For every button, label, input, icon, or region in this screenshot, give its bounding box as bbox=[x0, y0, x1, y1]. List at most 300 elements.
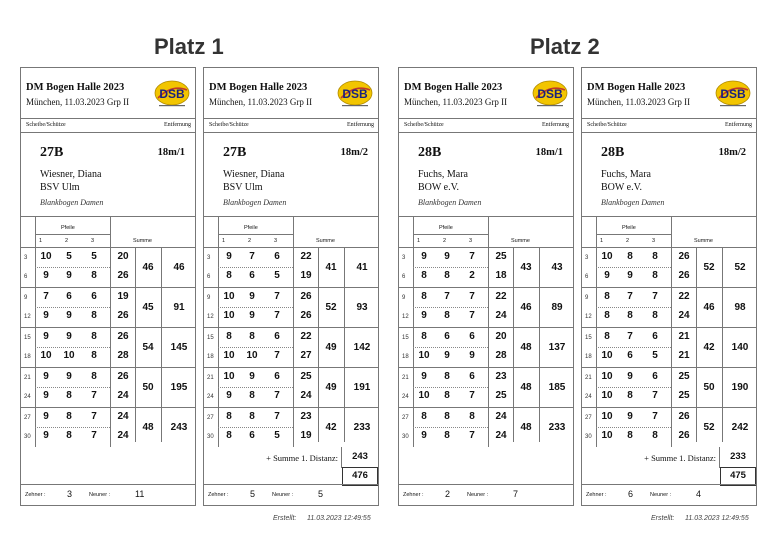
arrow-score: 8 bbox=[226, 270, 232, 281]
arrow-score: 8 bbox=[604, 291, 610, 302]
card-subheader bbox=[399, 118, 573, 133]
arrow-score: 10 bbox=[223, 350, 235, 361]
sum-label: Summe bbox=[316, 238, 335, 244]
svg-text:DSB: DSB bbox=[720, 87, 746, 101]
nines-label: Neuner : bbox=[650, 492, 672, 498]
row-sum: 19 bbox=[300, 270, 312, 281]
row-sum: 22 bbox=[300, 331, 312, 342]
end-block bbox=[582, 247, 756, 287]
end-block bbox=[204, 367, 378, 407]
tens-label: Zehner : bbox=[25, 492, 46, 498]
row-sum: 25 bbox=[678, 371, 690, 382]
running-total: 41 bbox=[356, 262, 368, 273]
end-subtotal: 43 bbox=[520, 262, 532, 273]
running-total: 142 bbox=[353, 342, 371, 353]
row-sum: 26 bbox=[117, 331, 129, 342]
card-header bbox=[21, 68, 195, 119]
running-total: 243 bbox=[170, 422, 188, 433]
running-total: 145 bbox=[170, 342, 188, 353]
nines-count: 7 bbox=[513, 489, 519, 499]
arrow-score: 10 bbox=[601, 390, 613, 401]
arrow-score: 9 bbox=[249, 291, 255, 302]
arrow-score: 7 bbox=[469, 310, 475, 321]
row-sum: 26 bbox=[117, 310, 129, 321]
arrow-score: 8 bbox=[444, 310, 450, 321]
arrow-score: 8 bbox=[66, 430, 72, 441]
arrow-score: 7 bbox=[274, 411, 280, 422]
arrow-col-label: 2 bbox=[443, 238, 447, 244]
end-subtotal: 50 bbox=[142, 382, 154, 393]
arrow-score: 9 bbox=[421, 371, 427, 382]
arrow-score: 7 bbox=[652, 390, 658, 401]
end-subtotal: 48 bbox=[520, 382, 532, 393]
card-footer bbox=[204, 484, 378, 505]
end-subtotal: 52 bbox=[703, 422, 715, 433]
target-number: 27B bbox=[223, 145, 247, 160]
arrow-score: 10 bbox=[63, 350, 75, 361]
arrow-score: 7 bbox=[627, 331, 633, 342]
row-sum: 20 bbox=[495, 331, 507, 342]
arrow-score: 9 bbox=[43, 390, 49, 401]
arrow-score: 6 bbox=[444, 331, 450, 342]
arrow-score: 7 bbox=[274, 310, 280, 321]
arrow-score: 7 bbox=[91, 411, 97, 422]
arrow-index: 9 bbox=[402, 295, 406, 301]
arrow-score: 10 bbox=[223, 310, 235, 321]
running-total: 43 bbox=[551, 262, 563, 273]
arrow-score: 9 bbox=[226, 251, 232, 262]
grid-header bbox=[582, 217, 756, 247]
target-number: 28B bbox=[601, 145, 625, 160]
arrow-score: 7 bbox=[444, 291, 450, 302]
row-sum: 22 bbox=[678, 291, 690, 302]
arrow-score: 8 bbox=[249, 390, 255, 401]
row-sum: 21 bbox=[678, 350, 690, 361]
running-total: 98 bbox=[734, 302, 746, 313]
arrow-score: 9 bbox=[43, 411, 49, 422]
arrow-score: 5 bbox=[274, 430, 280, 441]
end-subtotal: 46 bbox=[703, 302, 715, 313]
row-sum: 25 bbox=[678, 390, 690, 401]
tens-count: 6 bbox=[628, 489, 634, 499]
arrow-col-label: 1 bbox=[600, 238, 604, 244]
row-sum: 25 bbox=[300, 371, 312, 382]
archer-name: Fuchs, Mara bbox=[418, 169, 468, 180]
row-sum: 24 bbox=[117, 411, 129, 422]
end-subtotal: 48 bbox=[142, 422, 154, 433]
running-total: 52 bbox=[734, 262, 746, 273]
running-total: 185 bbox=[548, 382, 566, 393]
arrow-index: 27 bbox=[24, 415, 31, 421]
arrow-score: 9 bbox=[249, 310, 255, 321]
created-label-2: Erstellt: bbox=[651, 515, 675, 522]
created-label-1: Erstellt: bbox=[273, 515, 297, 522]
arrow-score: 6 bbox=[652, 371, 658, 382]
arrow-score: 7 bbox=[469, 291, 475, 302]
target-archer-label: Scheibe/Schütze bbox=[587, 122, 627, 128]
event-date: München, 11.03.2023 Grp II bbox=[26, 97, 130, 107]
arrow-score: 8 bbox=[627, 310, 633, 321]
arrow-score: 7 bbox=[469, 251, 475, 262]
arrow-score: 8 bbox=[421, 331, 427, 342]
arrow-index: 27 bbox=[207, 415, 214, 421]
archer-class: Blankbogen Damen bbox=[601, 198, 665, 207]
arrow-score: 8 bbox=[226, 331, 232, 342]
end-subtotal: 50 bbox=[703, 382, 715, 393]
created-value-2: 11.03.2023 12:49:55 bbox=[685, 515, 749, 522]
sum-first-distance-value: 243 bbox=[341, 447, 378, 468]
arrow-index: 15 bbox=[207, 335, 214, 341]
arrow-index: 3 bbox=[402, 255, 406, 261]
arrow-score: 8 bbox=[444, 390, 450, 401]
running-total: 91 bbox=[173, 302, 185, 313]
row-sum: 22 bbox=[495, 291, 507, 302]
running-total: 242 bbox=[731, 422, 749, 433]
arrow-score: 8 bbox=[421, 270, 427, 281]
arrow-score: 9 bbox=[226, 390, 232, 401]
score-grid bbox=[21, 216, 195, 447]
event-date: München, 11.03.2023 Grp II bbox=[587, 97, 691, 107]
arrow-score: 9 bbox=[43, 331, 49, 342]
row-sum: 26 bbox=[678, 411, 690, 422]
card-subheader bbox=[582, 118, 756, 133]
arrow-score: 8 bbox=[66, 411, 72, 422]
arrow-col-label: 3 bbox=[274, 238, 278, 244]
tens-label: Zehner : bbox=[586, 492, 607, 498]
event-title: DM Bogen Halle 2023 bbox=[587, 82, 686, 93]
arrow-col-label: 3 bbox=[91, 238, 95, 244]
arrow-score: 8 bbox=[469, 411, 475, 422]
row-sum: 24 bbox=[678, 310, 690, 321]
title-platz-1: Platz 1 bbox=[154, 34, 224, 59]
arrow-index: 21 bbox=[585, 375, 592, 381]
arrow-score: 8 bbox=[444, 411, 450, 422]
arrow-index: 18 bbox=[24, 354, 31, 360]
end-block bbox=[399, 287, 573, 327]
arrow-score: 9 bbox=[421, 310, 427, 321]
arrow-score: 8 bbox=[627, 430, 633, 441]
arrow-index: 30 bbox=[585, 434, 592, 440]
grid-header bbox=[399, 217, 573, 247]
title-platz-2: Platz 2 bbox=[530, 34, 600, 59]
arrow-score: 9 bbox=[627, 270, 633, 281]
arrow-index: 18 bbox=[585, 354, 592, 360]
running-total: 46 bbox=[173, 262, 185, 273]
arrow-score: 9 bbox=[469, 350, 475, 361]
row-sum: 26 bbox=[117, 270, 129, 281]
end-subtotal: 46 bbox=[520, 302, 532, 313]
arrow-index: 18 bbox=[207, 354, 214, 360]
arrow-index: 24 bbox=[24, 394, 31, 400]
arrow-score: 9 bbox=[421, 430, 427, 441]
arrow-index: 12 bbox=[402, 314, 409, 320]
end-subtotal: 48 bbox=[520, 422, 532, 433]
arrow-score: 10 bbox=[601, 430, 613, 441]
created-value-1: 11.03.2023 12:49:55 bbox=[307, 515, 371, 522]
arrow-index: 6 bbox=[24, 274, 28, 280]
arrow-score: 9 bbox=[444, 350, 450, 361]
arrow-score: 8 bbox=[91, 270, 97, 281]
distance-value: 18m/2 bbox=[718, 147, 746, 158]
arrow-score: 10 bbox=[601, 371, 613, 382]
row-sum: 18 bbox=[495, 270, 507, 281]
tens-label: Zehner : bbox=[208, 492, 229, 498]
sum-label: Summe bbox=[694, 238, 713, 244]
grid-header bbox=[21, 217, 195, 247]
end-block bbox=[204, 287, 378, 327]
running-total: 89 bbox=[551, 302, 563, 313]
arrow-score: 8 bbox=[652, 251, 658, 262]
arrow-score: 6 bbox=[91, 291, 97, 302]
tens-count: 3 bbox=[67, 489, 73, 499]
event-title: DM Bogen Halle 2023 bbox=[209, 82, 308, 93]
arrow-score: 5 bbox=[652, 350, 658, 361]
arrow-score: 10 bbox=[223, 291, 235, 302]
row-sum: 21 bbox=[678, 331, 690, 342]
arrow-index: 21 bbox=[207, 375, 214, 381]
row-sum: 26 bbox=[678, 251, 690, 262]
arrow-score: 7 bbox=[652, 411, 658, 422]
arrow-score: 6 bbox=[274, 371, 280, 382]
archer-class: Blankbogen Damen bbox=[40, 198, 104, 207]
end-block bbox=[399, 247, 573, 287]
end-block bbox=[582, 327, 756, 367]
target-archer-label: Scheibe/Schütze bbox=[26, 122, 66, 128]
arrow-index: 9 bbox=[585, 295, 589, 301]
nines-count: 5 bbox=[318, 489, 324, 499]
card-header bbox=[204, 68, 378, 119]
tens-count: 5 bbox=[250, 489, 256, 499]
sum-first-distance-label: + Summe 1. Distanz: bbox=[266, 453, 338, 463]
tens-label: Zehner : bbox=[403, 492, 424, 498]
arrow-score: 9 bbox=[444, 251, 450, 262]
arrow-score: 7 bbox=[274, 291, 280, 302]
arrow-score: 9 bbox=[627, 411, 633, 422]
target-number: 28B bbox=[418, 145, 442, 160]
running-total: 191 bbox=[353, 382, 371, 393]
card-footer bbox=[399, 484, 573, 505]
arrow-score: 8 bbox=[604, 310, 610, 321]
row-sum: 26 bbox=[300, 310, 312, 321]
row-sum: 28 bbox=[117, 350, 129, 361]
arrow-index: 27 bbox=[402, 415, 409, 421]
arrow-score: 6 bbox=[627, 350, 633, 361]
target-archer-label: Scheibe/Schütze bbox=[209, 122, 249, 128]
arrow-index: 15 bbox=[24, 335, 31, 341]
arrow-score: 6 bbox=[652, 331, 658, 342]
archer-club: BSV Ulm bbox=[223, 182, 263, 193]
distance-label: Entfernung bbox=[725, 122, 752, 128]
end-subtotal: 46 bbox=[142, 262, 154, 273]
row-sum: 24 bbox=[117, 390, 129, 401]
arrow-col-label: 2 bbox=[248, 238, 252, 244]
end-block bbox=[21, 327, 195, 367]
end-subtotal: 41 bbox=[325, 262, 337, 273]
card-header bbox=[582, 68, 756, 119]
end-block bbox=[582, 407, 756, 447]
row-sum: 19 bbox=[300, 430, 312, 441]
arrow-score: 7 bbox=[469, 390, 475, 401]
row-sum: 27 bbox=[300, 350, 312, 361]
arrow-index: 18 bbox=[402, 354, 409, 360]
arrow-index: 6 bbox=[402, 274, 406, 280]
end-block bbox=[204, 327, 378, 367]
arrow-score: 10 bbox=[601, 350, 613, 361]
archer-club: BOW e.V. bbox=[601, 182, 643, 193]
end-subtotal: 42 bbox=[325, 422, 337, 433]
row-sum: 23 bbox=[300, 411, 312, 422]
event-title: DM Bogen Halle 2023 bbox=[404, 82, 503, 93]
arrow-col-label: 2 bbox=[65, 238, 69, 244]
arrow-index: 15 bbox=[585, 335, 592, 341]
end-subtotal: 48 bbox=[520, 342, 532, 353]
arrow-score: 9 bbox=[66, 371, 72, 382]
arrow-score: 8 bbox=[444, 430, 450, 441]
arrow-score: 7 bbox=[91, 430, 97, 441]
arrow-score: 8 bbox=[226, 430, 232, 441]
running-total: 233 bbox=[548, 422, 566, 433]
card-subheader bbox=[204, 118, 378, 133]
arrow-score: 8 bbox=[444, 270, 450, 281]
running-total: 190 bbox=[731, 382, 749, 393]
end-block bbox=[399, 327, 573, 367]
row-sum: 24 bbox=[495, 430, 507, 441]
arrow-score: 8 bbox=[249, 411, 255, 422]
card-header bbox=[399, 68, 573, 119]
row-sum: 26 bbox=[678, 270, 690, 281]
arrow-score: 8 bbox=[627, 251, 633, 262]
svg-text:DSB: DSB bbox=[537, 87, 563, 101]
end-subtotal: 54 bbox=[142, 342, 154, 353]
arrow-score: 6 bbox=[274, 251, 280, 262]
dsb-logo-icon bbox=[714, 78, 752, 110]
row-sum: 25 bbox=[495, 390, 507, 401]
arrow-index: 21 bbox=[402, 375, 409, 381]
arrow-index: 30 bbox=[402, 434, 409, 440]
archer-name: Wiesner, Diana bbox=[223, 169, 285, 180]
score-card bbox=[20, 67, 196, 506]
arrow-score: 8 bbox=[627, 390, 633, 401]
score-card bbox=[581, 67, 757, 506]
arrow-col-label: 1 bbox=[417, 238, 421, 244]
row-sum: 26 bbox=[117, 371, 129, 382]
target-archer-label: Scheibe/Schütze bbox=[404, 122, 444, 128]
arrow-score: 6 bbox=[274, 331, 280, 342]
arrow-index: 9 bbox=[24, 295, 28, 301]
end-block bbox=[399, 367, 573, 407]
row-sum: 28 bbox=[495, 350, 507, 361]
arrow-index: 3 bbox=[24, 255, 28, 261]
row-sum: 25 bbox=[495, 251, 507, 262]
arrow-col-label: 3 bbox=[469, 238, 473, 244]
distance-sum bbox=[204, 447, 378, 487]
arrow-score: 9 bbox=[604, 270, 610, 281]
arrow-index: 3 bbox=[207, 255, 211, 261]
arrow-score: 5 bbox=[274, 270, 280, 281]
end-block bbox=[204, 247, 378, 287]
card-footer bbox=[582, 484, 756, 505]
distance-value: 18m/1 bbox=[535, 147, 563, 158]
row-sum: 23 bbox=[495, 371, 507, 382]
distance-value: 18m/2 bbox=[340, 147, 368, 158]
card-subheader bbox=[21, 118, 195, 133]
arrows-label: Pfeile bbox=[622, 225, 636, 231]
arrow-score: 10 bbox=[418, 350, 430, 361]
arrow-score: 5 bbox=[91, 251, 97, 262]
arrow-score: 9 bbox=[43, 310, 49, 321]
arrow-score: 7 bbox=[627, 291, 633, 302]
event-date: München, 11.03.2023 Grp II bbox=[209, 97, 313, 107]
arrow-score: 10 bbox=[40, 350, 52, 361]
arrow-index: 12 bbox=[24, 314, 31, 320]
end-block bbox=[21, 247, 195, 287]
arrow-index: 24 bbox=[585, 394, 592, 400]
nines-label: Neuner : bbox=[467, 492, 489, 498]
row-sum: 24 bbox=[300, 390, 312, 401]
end-block bbox=[21, 407, 195, 447]
dsb-logo-icon bbox=[531, 78, 569, 110]
arrow-score: 8 bbox=[91, 310, 97, 321]
end-block bbox=[204, 407, 378, 447]
arrow-col-label: 2 bbox=[626, 238, 630, 244]
arrow-score: 7 bbox=[91, 390, 97, 401]
running-total: 140 bbox=[731, 342, 749, 353]
card-footer bbox=[21, 484, 195, 505]
arrow-score: 9 bbox=[66, 270, 72, 281]
arrow-score: 6 bbox=[249, 270, 255, 281]
sum-label: Summe bbox=[511, 238, 530, 244]
end-subtotal: 49 bbox=[325, 342, 337, 353]
arrow-index: 6 bbox=[207, 274, 211, 280]
nines-count: 4 bbox=[696, 489, 702, 499]
running-total: 233 bbox=[353, 422, 371, 433]
end-subtotal: 45 bbox=[142, 302, 154, 313]
arrow-score: 10 bbox=[418, 390, 430, 401]
arrow-score: 9 bbox=[43, 371, 49, 382]
distance-value: 18m/1 bbox=[157, 147, 185, 158]
arrow-score: 8 bbox=[652, 430, 658, 441]
arrow-index: 24 bbox=[207, 394, 214, 400]
tens-count: 2 bbox=[445, 489, 451, 499]
nines-count: 11 bbox=[135, 489, 145, 499]
row-sum: 26 bbox=[678, 430, 690, 441]
score-grid bbox=[204, 216, 378, 447]
arrow-score: 9 bbox=[66, 310, 72, 321]
sum-first-distance-value: 233 bbox=[719, 447, 756, 468]
archer-name: Fuchs, Mara bbox=[601, 169, 651, 180]
arrow-index: 3 bbox=[585, 255, 589, 261]
row-sum: 26 bbox=[300, 291, 312, 302]
arrow-score: 7 bbox=[274, 350, 280, 361]
archer-class: Blankbogen Damen bbox=[223, 198, 287, 207]
grand-total: 476 bbox=[342, 467, 378, 486]
arrow-score: 8 bbox=[226, 411, 232, 422]
arrow-index: 30 bbox=[24, 434, 31, 440]
event-date: München, 11.03.2023 Grp II bbox=[404, 97, 508, 107]
arrow-score: 6 bbox=[469, 371, 475, 382]
row-sum: 19 bbox=[117, 291, 129, 302]
distance-label: Entfernung bbox=[347, 122, 374, 128]
arrow-score: 8 bbox=[91, 371, 97, 382]
archer-name: Wiesner, Diana bbox=[40, 169, 102, 180]
archer-class: Blankbogen Damen bbox=[418, 198, 482, 207]
arrow-index: 24 bbox=[402, 394, 409, 400]
arrow-col-label: 1 bbox=[39, 238, 43, 244]
arrow-score: 10 bbox=[246, 350, 258, 361]
arrows-label: Pfeile bbox=[439, 225, 453, 231]
arrow-score: 7 bbox=[249, 251, 255, 262]
arrow-index: 12 bbox=[585, 314, 592, 320]
